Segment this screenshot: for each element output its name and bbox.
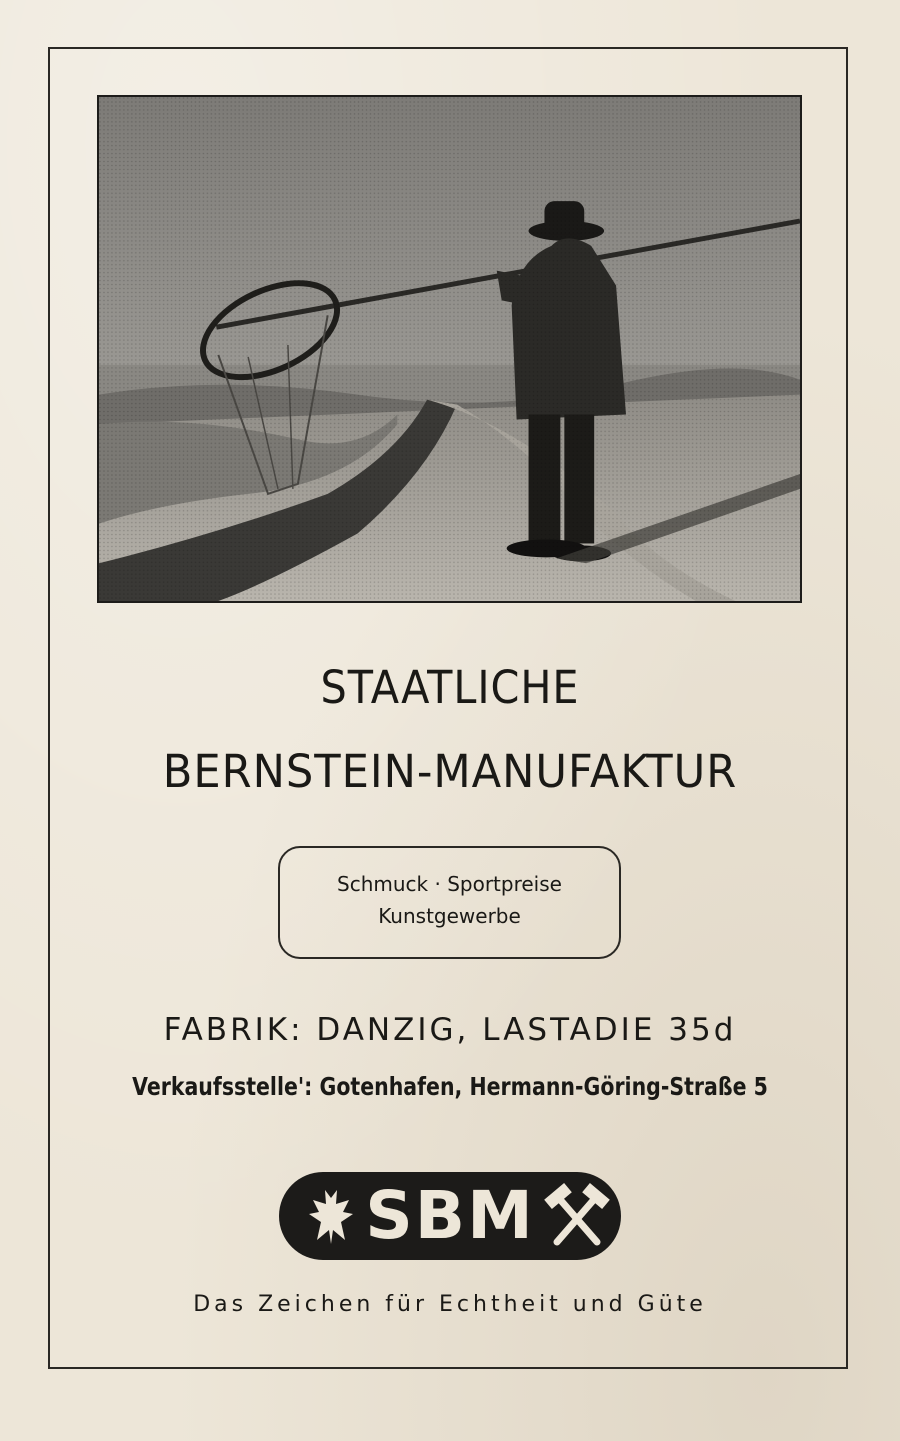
crossed-hammers-icon: [557, 1196, 597, 1242]
logo-text: SBM: [365, 1177, 535, 1254]
photo-illustration: [99, 97, 800, 601]
products-line-1: Schmuck · Sportpreise: [337, 872, 562, 896]
shop-address: Verkaufsstelle': Gotenhafen, Hermann-Göring-Straße 5: [132, 1072, 768, 1101]
headline-line-2: BERNSTEIN-MANUFAKTUR: [162, 745, 738, 798]
amber-fisherman-photo: [97, 95, 802, 603]
products-box: [278, 846, 621, 959]
headline-line-1: STAATLICHE: [320, 661, 580, 714]
eagle-icon: [309, 1190, 353, 1244]
sbm-logo: [279, 1172, 621, 1260]
products-line-2: Kunstgewerbe: [378, 904, 521, 928]
factory-address: FABRIK: DANZIG, LASTADIE 35d: [163, 1012, 737, 1048]
tagline: Das Zeichen für Echtheit und Güte: [193, 1292, 707, 1317]
